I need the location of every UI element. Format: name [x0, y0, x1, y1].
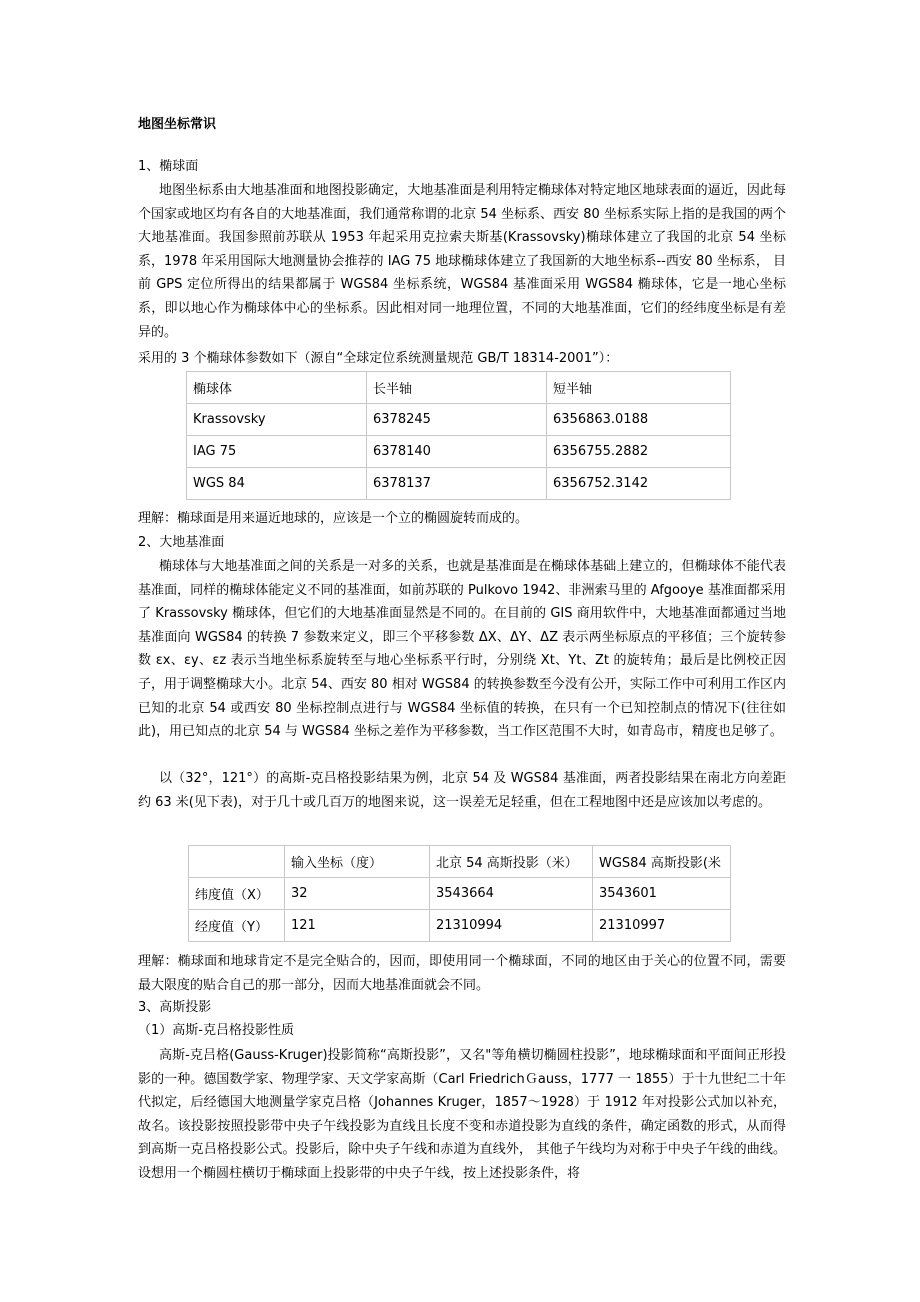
section-2-note: 理解：椭球面和地球肯定不是完全贴合的，因而，即使用同一个椭球面，不同的地区由于关心的位置不同，需要最大限度的贴合自己的那一部分，因而大地基准面就会不同。: [138, 954, 786, 993]
section-1-note: 理解：椭球面是用来逼近地球的，应该是一个立的椭圆旋转而成的。: [138, 511, 529, 526]
ellipsoid-parameter-table: [186, 371, 731, 500]
table-header-cell: 椭球体: [187, 372, 367, 404]
table-cell: 经度值（Y）: [189, 910, 285, 942]
table-cell: 纬度值（X）: [189, 878, 285, 910]
table-row: [187, 404, 731, 436]
section-3-subheading: （1）高斯-克吕格投影性质: [138, 1023, 294, 1038]
table-cell: 6378137: [367, 468, 547, 500]
table-header-cell: 长半轴: [367, 372, 547, 404]
table-header-cell: 短半轴: [547, 372, 731, 404]
table-header-cell: WGS84 高斯投影(米: [593, 846, 731, 878]
table-row: [189, 878, 731, 910]
section-1-heading: 1、椭球面: [138, 159, 199, 174]
section-2-heading: 2、大地基准面: [138, 535, 225, 550]
section-3-paragraph: 高斯-克吕格(Gauss-Kruger)投影简称“高斯投影”，又名"等角横切椭圆柱投影”，地球椭球面和平面间正形投影的一种。德国数学家、物理学家、天文学家高斯（Carl FriedrichＧauss，1777 一 1855）于十九世纪二十年代拟定，后经德国大地测量学家克吕格（Johannes Kruger，1857～1928）于 1912 年对投影公式加以补充，故名。该投影按照投影带中央子午线投影为直线且长度不变和赤道投影为直线的条件，确定函数的形式，从而得到高斯一克吕格投影公式。投影后，除中央子午线和赤道为直线外， 其他子午线均为对称于中央子午线的曲线。设想用一个椭圆柱横切于椭球面上投影带的中央子午线，按上述投影条件，将: [138, 1048, 786, 1181]
table-row: [187, 468, 731, 500]
table-header-cell: 输入坐标（度）: [285, 846, 430, 878]
table-row: [187, 436, 731, 468]
section-1-paragraph: 地图坐标系由大地基准面和地图投影确定，大地基准面是利用特定椭球体对特定地区地球表面的逼近，因此每个国家或地区均有各自的大地基准面，我们通常称谓的北京 54 坐标系、西安 80 坐标系实际上指的是我国的两个大地基准面。我国参照前苏联从 1953 年起采用克拉索夫斯基(Krassovsky)椭球体建立了我国的北京 54 坐标系，1978 年采用国际大地测量协会推荐的 IAG 75 地球椭球体建立了我国新的大地坐标系--西安 80 坐标系， 目前 GPS 定位所得出的结果都属于 WGS84 坐标系统，WGS84 基准面采用 WGS84 椭球体，它是一地心坐标系，即以地心作为椭球体中心的坐标系。因此相对同一地理位置，不同的大地基准面，它们的经纬度坐标是有差异的。: [138, 183, 786, 340]
table-cell: 6356755.2882: [547, 436, 731, 468]
table-cell: 6378140: [367, 436, 547, 468]
table-cell: 6378245: [367, 404, 547, 436]
table-row: [189, 910, 731, 942]
table-cell: 21310994: [430, 910, 593, 942]
table-cell: 6356752.3142: [547, 468, 731, 500]
table-1-intro: 采用的 3 个椭球体参数如下（源自“全球定位系统测量规范 GB/T 18314-2001”）：: [138, 351, 619, 366]
table-header-row: [187, 372, 731, 404]
table-header-row: [189, 846, 731, 878]
table-cell: 121: [285, 910, 430, 942]
table-cell: 3543601: [593, 878, 731, 910]
table-cell: 32: [285, 878, 430, 910]
section-3-heading: 3、高斯投影: [138, 1000, 212, 1015]
document-title: 地图坐标常识: [138, 117, 217, 132]
section-2-paragraph-1: 椭球体与大地基准面之间的关系是一对多的关系，也就是基准面是在椭球体基础上建立的，但椭球体不能代表基准面，同样的椭球体能定义不同的基准面，如前苏联的 Pulkovo 1942、非洲索马里的 Afgooye 基准面都采用了 Krassovsky 椭球体，但它们的大地基准面显然是不同的。在目前的 GIS 商用软件中，大地基准面都通过当地基准面向 WGS84 的转换 7 参数来定义，即三个平移参数 ΔX、ΔY、ΔZ 表示两坐标原点的平移值；三个旋转参数 εx、εy、εz 表示当地坐标系旋转至与地心坐标系平行时，分别绕 Xt、Yt、Zt 的旋转角；最后是比例校正因子，用于调整椭球大小。北京 54、西安 80 相对 WGS84 的转换参数至今没有公开，实际工作中可利用工作区内已知的北京 54 或西安 80 坐标控制点进行与 WGS84 坐标值的转换，在只有一个已知控制点的情况下(往往如此)，用已知点的北京 54 与 WGS84 坐标之差作为平移参数，当工作区范围不大时，如青岛市，精度也足够了。: [138, 559, 786, 740]
projection-comparison-table: [188, 845, 731, 942]
table-cell: 21310997: [593, 910, 731, 942]
table-header-cell: 北京 54 高斯投影（米）: [430, 846, 593, 878]
table-cell: 6356863.0188: [547, 404, 731, 436]
section-2-paragraph-2: 以（32°，121°）的高斯-克吕格投影结果为例，北京 54 及 WGS84 基准面，两者投影结果在南北方向差距约 63 米(见下表)，对于几十或几百万的地图来说，这一误差无足轻重，但在工程地图中还是应该加以考虑的。: [138, 771, 786, 810]
table-cell: 3543664: [430, 878, 593, 910]
table-header-cell: [189, 846, 285, 878]
table-cell: IAG 75: [187, 436, 367, 468]
table-cell: WGS 84: [187, 468, 367, 500]
table-cell: Krassovsky: [187, 404, 367, 436]
